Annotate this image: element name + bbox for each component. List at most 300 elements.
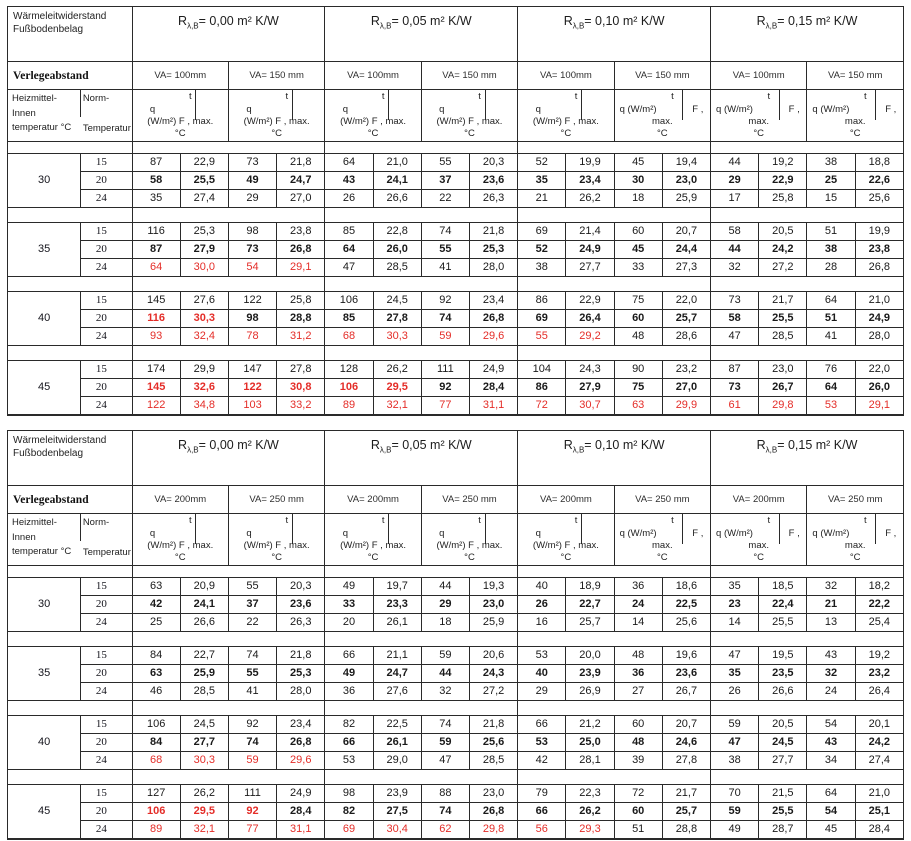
q-t-column-header <box>518 90 614 142</box>
q-value: 69 <box>518 223 566 241</box>
q-value: 111 <box>228 785 276 803</box>
t-max-value: 20,6 <box>469 647 517 665</box>
t-max-value: 25,8 <box>277 292 325 310</box>
q-value: 38 <box>807 154 855 172</box>
q-label: q <box>535 104 541 115</box>
t-max-value: 20,3 <box>277 578 325 596</box>
r-subscript: λ,B <box>187 21 199 31</box>
t-max-value: 19,7 <box>373 578 421 596</box>
q-value: 116 <box>132 223 180 241</box>
q-label: q <box>246 104 252 115</box>
t-max-value: 29,9 <box>662 397 710 416</box>
q-value: 70 <box>711 785 759 803</box>
norm-temperature: 20 <box>81 379 132 397</box>
q-value: 36 <box>614 578 662 596</box>
t-max-value: 24,1 <box>180 596 228 614</box>
t-max-value: 23,3 <box>373 596 421 614</box>
t-max-value: 27,2 <box>469 683 517 701</box>
t-max-value: 28,1 <box>566 752 614 770</box>
t-max-value: 21,4 <box>566 223 614 241</box>
f-label: F , <box>885 528 897 539</box>
t-max-value: 26,6 <box>373 190 421 208</box>
q-value: 54 <box>228 259 276 277</box>
t-label: t <box>381 515 385 526</box>
corner-label <box>8 431 133 486</box>
q-value: 32 <box>807 578 855 596</box>
q-t-column-header <box>807 514 904 566</box>
t-max-value: 23,6 <box>662 665 710 683</box>
t-max-value: 24,5 <box>180 716 228 734</box>
q-value: 26 <box>325 190 373 208</box>
t-max-value: 27,5 <box>373 803 421 821</box>
t-max-value: 27,8 <box>373 310 421 328</box>
q-value: 43 <box>325 172 373 190</box>
spacer-cell <box>8 770 133 785</box>
spacer-cell <box>518 277 711 292</box>
heizmittel-temp-header <box>8 514 81 566</box>
r-subscript: λ,B <box>572 445 585 455</box>
t-max-value: 23,4 <box>277 716 325 734</box>
t-label: t <box>864 91 867 102</box>
corner-label-line1: Wärmeleitwiderstand <box>13 435 107 446</box>
spacer-cell <box>518 701 711 716</box>
t-max-value: 32,1 <box>373 397 421 416</box>
va-label: VA= 150 mm <box>807 62 904 90</box>
t-max-value: 29,9 <box>180 361 228 379</box>
q-value: 87 <box>711 361 759 379</box>
degc-label: °C <box>560 552 572 563</box>
t-max-value: 22,9 <box>180 154 228 172</box>
r-lambda-header-3 <box>711 7 904 62</box>
q-value: 64 <box>807 379 855 397</box>
t-max-value: 28,5 <box>373 259 421 277</box>
spacer-cell <box>518 346 711 361</box>
t-max-value: 23,6 <box>277 596 325 614</box>
q-value: 64 <box>807 785 855 803</box>
t-max-value: 32,6 <box>180 379 228 397</box>
t-max-value: 28,6 <box>662 328 710 346</box>
t-max-value: 26,8 <box>469 803 517 821</box>
t-max-value: 24,2 <box>759 241 807 259</box>
q-value: 55 <box>421 241 469 259</box>
t-max-value: 26,8 <box>855 259 903 277</box>
q-value: 37 <box>228 596 276 614</box>
t-max-value: 21,0 <box>855 292 903 310</box>
q-value: 60 <box>614 223 662 241</box>
f-label: F , <box>885 104 897 115</box>
q-value: 30 <box>614 172 662 190</box>
q-value: 63 <box>614 397 662 416</box>
q-value: 56 <box>518 821 566 840</box>
t-max-value: 23,0 <box>759 361 807 379</box>
t-max-value: 21,2 <box>566 716 614 734</box>
q-value: 59 <box>421 734 469 752</box>
spacer-cell <box>711 632 904 647</box>
t-max-value: 24,2 <box>855 734 903 752</box>
degc-label: °C <box>464 552 475 563</box>
q-value: 26 <box>711 683 759 701</box>
norm-temperature: 15 <box>81 292 132 310</box>
t-label: t <box>767 91 771 102</box>
q-value: 64 <box>325 154 373 172</box>
va-label: VA= 200mm <box>518 486 614 514</box>
t-max-value: 25,3 <box>277 665 325 683</box>
q-value: 174 <box>132 361 180 379</box>
t-label: t <box>574 91 578 102</box>
t-max-value: 20,1 <box>855 716 903 734</box>
q-value: 51 <box>807 310 855 328</box>
t-max-value: 28,4 <box>469 379 517 397</box>
t-max-value: 26,1 <box>373 614 421 632</box>
q-value: 62 <box>421 821 469 840</box>
q-label: q <box>149 104 156 115</box>
degc-label: °C <box>849 128 861 139</box>
q-value: 47 <box>325 259 373 277</box>
t-max-value: 19,3 <box>469 578 517 596</box>
q-value: 17 <box>711 190 759 208</box>
r-lambda-header-0 <box>132 431 325 486</box>
heizmittel-header-line: Innen <box>12 531 36 543</box>
q-t-column-header <box>711 90 807 142</box>
t-max-value: 24,9 <box>277 785 325 803</box>
t-label: t <box>478 91 481 102</box>
t-max-value: 27,6 <box>373 683 421 701</box>
t-label: t <box>189 91 192 102</box>
spacer-cell <box>325 566 518 578</box>
q-value: 42 <box>132 596 180 614</box>
q-value: 82 <box>325 716 373 734</box>
t-max-value: 25,7 <box>662 803 710 821</box>
degc-label: °C <box>367 128 379 139</box>
degc-label: °C <box>560 128 572 139</box>
q-value: 36 <box>614 665 662 683</box>
t-max-value: 24,3 <box>566 361 614 379</box>
t-max-value: 23,8 <box>277 223 325 241</box>
spacer-cell <box>325 142 518 154</box>
t-max-value: 26,6 <box>759 683 807 701</box>
t-max-value: 26,7 <box>759 379 807 397</box>
t-max-value: 29,2 <box>566 328 614 346</box>
norm-temperature: 24 <box>81 683 132 701</box>
t-max-value: 23,0 <box>469 785 517 803</box>
t-max-value: 21,8 <box>277 154 325 172</box>
degc-label: °C <box>174 552 186 563</box>
t-max-value: 24,3 <box>469 665 517 683</box>
q-value: 59 <box>711 716 759 734</box>
q-value: 72 <box>518 397 566 416</box>
t-max-value: 19,4 <box>662 154 710 172</box>
r-value: = 0,05 m² K/W <box>391 14 472 28</box>
r-base: R <box>756 14 766 28</box>
t-max-value: 23,2 <box>855 665 903 683</box>
r-value: = 0,10 m² K/W <box>584 14 665 28</box>
q-value: 33 <box>325 596 373 614</box>
t-max-value: 21,8 <box>469 223 517 241</box>
q-wm2-label: q (W/m²) <box>716 528 753 539</box>
t-max-value: 30,8 <box>277 379 325 397</box>
q-value: 145 <box>132 292 180 310</box>
spacer-cell <box>711 770 904 785</box>
q-wm2-label: q (W/m²) <box>812 528 850 539</box>
tables-container <box>7 6 911 840</box>
t-max-value: 22,7 <box>180 647 228 665</box>
q-value: 59 <box>228 752 276 770</box>
heizmittel-header-line: temperatur °C <box>12 122 72 134</box>
q-value: 53 <box>807 397 855 416</box>
heizmittel-header-line: Heizmittel- <box>12 93 57 104</box>
q-t-column-header <box>614 514 710 566</box>
norm-temperature: 15 <box>81 361 132 379</box>
q-value: 60 <box>614 803 662 821</box>
q-value: 98 <box>228 310 276 328</box>
corner-label <box>8 7 133 62</box>
t-max-value: 26,7 <box>662 683 710 701</box>
spacer-cell <box>711 346 904 361</box>
max-label: max. <box>652 540 673 551</box>
t-max-value: 29,3 <box>566 821 614 840</box>
spacer-cell <box>8 277 133 292</box>
t-max-value: 18,2 <box>855 578 903 596</box>
q-value: 49 <box>325 578 373 596</box>
q-value: 41 <box>807 328 855 346</box>
t-max-value: 19,9 <box>566 154 614 172</box>
q-value: 75 <box>614 292 662 310</box>
q-value: 63 <box>132 578 180 596</box>
norm-temp-header <box>81 90 132 142</box>
r-value: = 0,00 m² K/W <box>198 438 279 452</box>
q-value: 92 <box>421 379 469 397</box>
q-t-column-header <box>132 514 228 566</box>
q-value: 35 <box>711 578 759 596</box>
max-label: max. <box>748 540 770 551</box>
spacer-cell <box>132 701 325 716</box>
t-max-value: 29,1 <box>855 397 903 416</box>
q-t-column-header <box>228 514 324 566</box>
q-value: 44 <box>421 578 469 596</box>
wm2-fmax-label: (W/m²) F , max. <box>147 116 214 127</box>
q-t-column-header <box>711 514 807 566</box>
q-value: 128 <box>325 361 373 379</box>
t-max-value: 30,3 <box>180 310 228 328</box>
q-t-column-header <box>325 90 421 142</box>
q-value: 66 <box>518 803 566 821</box>
t-max-value: 23,2 <box>662 361 710 379</box>
q-label: q <box>246 528 252 539</box>
q-value: 59 <box>421 328 469 346</box>
q-value: 39 <box>614 752 662 770</box>
q-value: 18 <box>421 614 469 632</box>
t-max-value: 20,9 <box>180 578 228 596</box>
t-max-value: 25,6 <box>855 190 903 208</box>
t-max-value: 26,8 <box>277 734 325 752</box>
t-max-value: 25,6 <box>662 614 710 632</box>
q-value: 29 <box>711 172 759 190</box>
t-max-value: 29,0 <box>373 752 421 770</box>
spacer-cell <box>132 632 325 647</box>
t-max-value: 27,7 <box>759 752 807 770</box>
q-value: 55 <box>518 328 566 346</box>
q-value: 116 <box>132 310 180 328</box>
r-value: = 0,00 m² K/W <box>198 14 279 28</box>
q-t-column-header <box>132 90 228 142</box>
t-label: t <box>671 515 674 526</box>
q-value: 89 <box>325 397 373 416</box>
q-value: 25 <box>807 172 855 190</box>
heating-output-table-va-200-250 <box>7 430 904 840</box>
r-lambda-header-1 <box>325 431 518 486</box>
q-value: 63 <box>132 665 180 683</box>
q-value: 77 <box>228 821 276 840</box>
q-value: 40 <box>518 665 566 683</box>
q-value: 55 <box>228 665 276 683</box>
q-value: 47 <box>711 734 759 752</box>
q-value: 29 <box>228 190 276 208</box>
q-value: 48 <box>614 647 662 665</box>
q-value: 47 <box>711 647 759 665</box>
t-max-value: 22,9 <box>759 172 807 190</box>
degc-label: °C <box>753 128 765 139</box>
q-value: 75 <box>614 379 662 397</box>
va-label: VA= 250 mm <box>228 486 324 514</box>
norm-temperature: 24 <box>81 752 132 770</box>
spacer-cell <box>8 632 133 647</box>
corner-label-line2: Fußbodenbelag <box>13 24 84 35</box>
t-max-value: 27,4 <box>180 190 228 208</box>
va-label: VA= 200mm <box>132 486 228 514</box>
spacer-cell <box>518 142 711 154</box>
q-label: q <box>535 528 541 539</box>
t-max-value: 28,8 <box>277 310 325 328</box>
r-subscript: λ,B <box>379 21 392 31</box>
norm-temperature: 20 <box>81 803 132 821</box>
t-max-value: 25,1 <box>855 803 903 821</box>
q-value: 21 <box>518 190 566 208</box>
norm-temperature: 15 <box>81 647 132 665</box>
q-value: 41 <box>228 683 276 701</box>
spacer-cell <box>325 770 518 785</box>
degc-label: °C <box>174 128 186 139</box>
f-label: F , <box>692 104 704 115</box>
max-label: max. <box>652 116 673 127</box>
wm2-fmax-label: (W/m²) F , max. <box>436 540 503 551</box>
t-max-value: 29,6 <box>469 328 517 346</box>
t-max-value: 26,6 <box>180 614 228 632</box>
r-lambda-header-1 <box>325 7 518 62</box>
q-value: 84 <box>132 647 180 665</box>
q-value: 22 <box>228 614 276 632</box>
q-value: 20 <box>325 614 373 632</box>
q-value: 106 <box>325 292 373 310</box>
t-max-value: 27,9 <box>566 379 614 397</box>
t-max-value: 27,0 <box>277 190 325 208</box>
t-max-value: 18,5 <box>759 578 807 596</box>
q-value: 92 <box>228 716 276 734</box>
t-max-value: 27,2 <box>759 259 807 277</box>
t-max-value: 22,7 <box>566 596 614 614</box>
t-max-value: 25,0 <box>566 734 614 752</box>
t-max-value: 26,8 <box>469 310 517 328</box>
t-max-value: 23,4 <box>469 292 517 310</box>
q-value: 55 <box>421 154 469 172</box>
spacer-cell <box>132 277 325 292</box>
q-value: 36 <box>325 683 373 701</box>
q-value: 49 <box>228 172 276 190</box>
q-value: 60 <box>614 716 662 734</box>
t-max-value: 23,8 <box>855 241 903 259</box>
t-label: t <box>381 91 385 102</box>
t-max-value: 19,2 <box>759 154 807 172</box>
t-max-value: 23,4 <box>566 172 614 190</box>
t-max-value: 21,0 <box>373 154 421 172</box>
q-value: 58 <box>711 310 759 328</box>
t-max-value: 29,6 <box>277 752 325 770</box>
wm2-fmax-label: (W/m²) F , max. <box>532 540 599 551</box>
wm2-fmax-label: (W/m²) F , max. <box>340 540 407 551</box>
degc-label: °C <box>656 552 668 563</box>
norm-temperature: 20 <box>81 596 132 614</box>
q-value: 34 <box>807 752 855 770</box>
q-value: 53 <box>518 647 566 665</box>
q-value: 29 <box>421 596 469 614</box>
wm2-fmax-label: (W/m²) F , max. <box>243 540 310 551</box>
q-value: 60 <box>614 310 662 328</box>
t-max-value: 28,8 <box>662 821 710 840</box>
spacer-cell <box>132 770 325 785</box>
degc-label: °C <box>271 552 282 563</box>
t-max-value: 25,3 <box>180 223 228 241</box>
spacer-cell <box>325 277 518 292</box>
q-label: q <box>439 528 445 539</box>
q-t-column-header <box>421 90 517 142</box>
t-max-value: 28,5 <box>759 328 807 346</box>
q-value: 92 <box>228 803 276 821</box>
r-value: = 0,05 m² K/W <box>391 438 472 452</box>
q-label: q <box>439 104 445 115</box>
q-value: 24 <box>614 596 662 614</box>
q-value: 106 <box>132 803 180 821</box>
q-value: 43 <box>807 734 855 752</box>
q-value: 38 <box>711 752 759 770</box>
q-value: 147 <box>228 361 276 379</box>
t-label: t <box>285 515 289 526</box>
q-label: q <box>342 104 349 115</box>
norm-header-line: Temperatur <box>82 546 131 558</box>
q-value: 54 <box>807 803 855 821</box>
q-wm2-label: q (W/m²) <box>619 528 657 539</box>
norm-temperature: 15 <box>81 223 132 241</box>
t-max-value: 26,3 <box>469 190 517 208</box>
heizmittel-temperature: 40 <box>8 716 81 770</box>
t-max-value: 22,4 <box>759 596 807 614</box>
q-value: 54 <box>807 716 855 734</box>
r-lambda-header-0 <box>132 7 325 62</box>
spacer-cell <box>132 208 325 223</box>
t-max-value: 22,5 <box>373 716 421 734</box>
t-max-value: 25,4 <box>855 614 903 632</box>
r-base: R <box>756 438 766 452</box>
q-value: 103 <box>228 397 276 416</box>
r-base: R <box>370 14 380 28</box>
spacer-cell <box>518 632 711 647</box>
t-max-value: 25,5 <box>180 172 228 190</box>
t-max-value: 22,0 <box>662 292 710 310</box>
va-label: VA= 100mm <box>518 62 614 90</box>
t-max-value: 24,9 <box>855 310 903 328</box>
heizmittel-temperature: 45 <box>8 361 81 416</box>
r-subscript: λ,B <box>379 445 392 455</box>
spacer-cell <box>711 208 904 223</box>
t-max-value: 18,6 <box>662 578 710 596</box>
